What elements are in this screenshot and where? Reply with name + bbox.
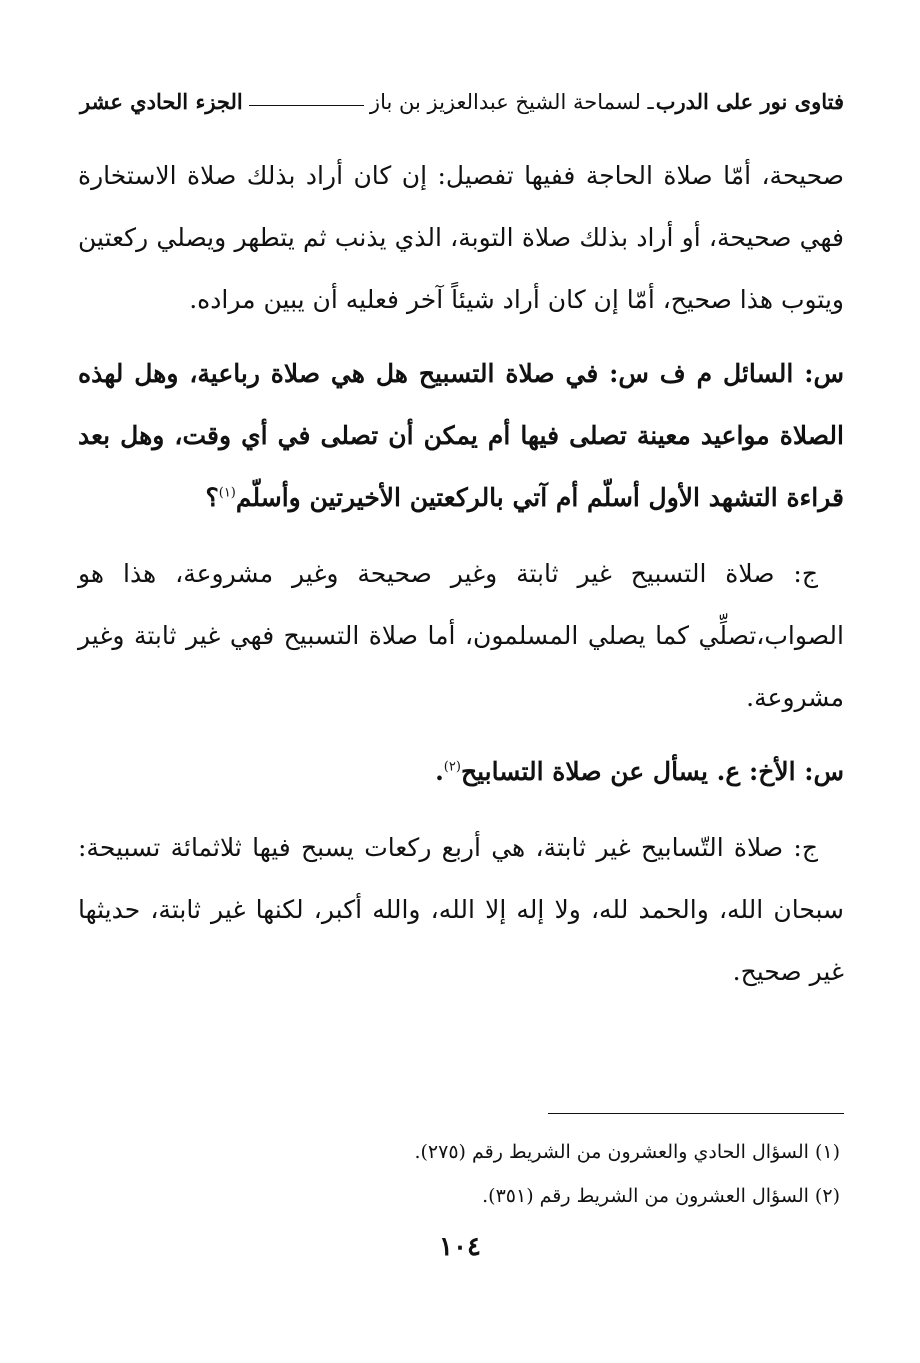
question-1-text: السائل م ف س: في صلاة التسبيح هل هي صلاة رباعية، وهل لهذه الصلاة مواعيد معينة تصلى فيها أم يمكن أن تصلى في أي وقت، وهل بعد قراءة التشهد الأول أسلّم أم آتي بالركعتين الأخيرتين وأسلّم — [78, 359, 844, 512]
footnote-ref-1: (١) — [218, 485, 236, 501]
paragraph-continuation: صحيحة، أمّا صلاة الحاجة ففيها تفصيل: إن كان أراد بذلك صلاة الاستخارة فهي صحيحة، أو أراد بذلك صلاة التوبة، الذي يذنب ثم يتطهر ويصلي ركعتين ويتوب هذا صحيح، أمّا إن كان أراد شيئاً آخر فعليه أن يبين مراده. — [78, 161, 844, 314]
answer-2 — [78, 817, 844, 1003]
footnote-2: (٢) السؤال العشرون من الشريط رقم (٣٥١). — [482, 1185, 840, 1207]
answer-1-text: ج: صلاة التسبيح غير ثابتة وغير صحيحة وغير مشروعة، هذا هو الصواب،تصلِّي كما يصلي المسلمون، أما صلاة التسبيح فهي غير ثابتة وغير مشروعة. — [78, 559, 844, 712]
question-1-end: ؟ — [205, 483, 219, 512]
question-1 — [78, 343, 844, 529]
author-name: ـ لسماحة الشيخ عبدالعزيز بن باز — [369, 90, 654, 114]
page-body — [78, 145, 844, 1003]
volume-label: الجزء الحادي عشر — [80, 89, 243, 114]
answer-1 — [78, 543, 844, 729]
question-2 — [78, 741, 844, 803]
header-rule — [249, 105, 364, 106]
answer-2-text: ج: صلاة التّسابيح غير ثابتة، هي أربع ركعات يسبح فيها ثلاثمائة تسبيحة: سبحان الله، والحمد لله، ولا إله إلا الله، والله أكبر، لكنها غير ثابتة، حديثها غير صحيح. — [78, 833, 844, 986]
footnote-1: (١) السؤال الحادي والعشرون من الشريط رقم (٢٧٥). — [414, 1141, 840, 1163]
question-2-prefix: س: — [795, 757, 844, 786]
page-number: ١٠٤ — [439, 1232, 481, 1262]
question-2-end: . — [435, 757, 444, 786]
footnote-separator — [548, 1113, 844, 1114]
book-title: فتاوى نور على الدرب — [655, 89, 844, 114]
question-1-prefix: س: — [793, 359, 844, 388]
footnotes — [78, 1130, 840, 1218]
footnote-ref-2: (٢) — [443, 759, 461, 775]
running-header — [80, 84, 844, 120]
question-2-text: الأخ: ع. يسأل عن صلاة التسابيح — [460, 757, 796, 786]
